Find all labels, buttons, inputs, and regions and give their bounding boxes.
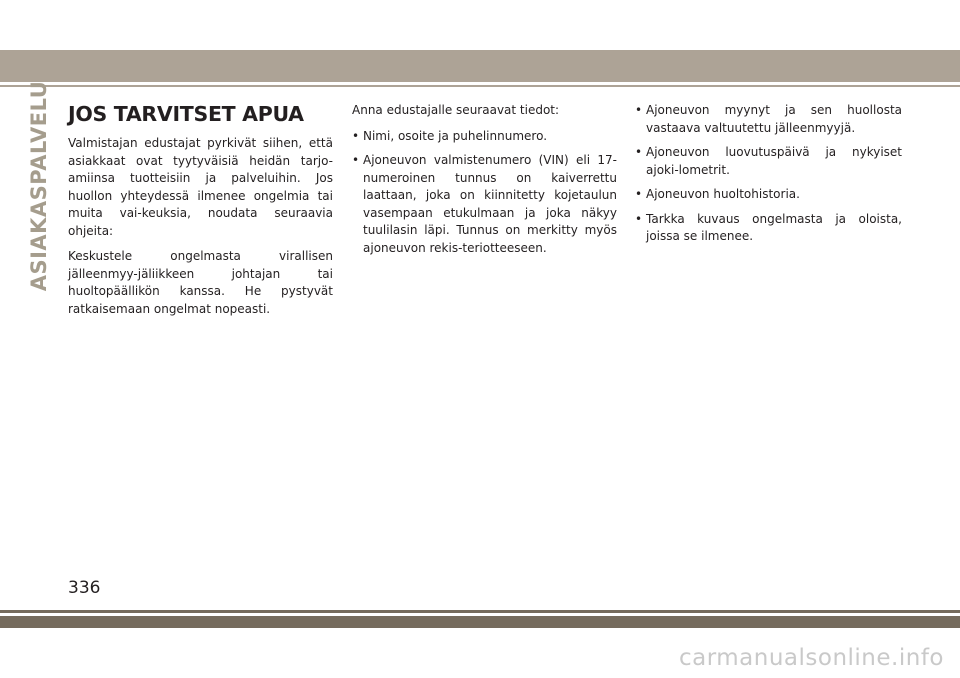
- list-item-text: Ajoneuvon valmistenumero (VIN) eli 17-numeroinen tunnus on kaiverrettu laattaan, joka on kiinnitetty kojetaulun vasempaan etukulmaan ja joka näkyy tuulilasin läpi. Tunnus on merkitty myös ajoneuvon rekis-teriotteeseen.: [363, 153, 617, 255]
- list-item-text: Ajoneuvon huoltohistoria.: [646, 187, 800, 201]
- list-item: [635, 186, 902, 204]
- bullet-icon: •: [352, 153, 360, 167]
- list-item: [352, 152, 617, 257]
- section-side-tab: [24, 80, 54, 292]
- bullet-icon: •: [635, 187, 643, 201]
- list-item: [635, 211, 902, 246]
- column-2: [352, 102, 617, 264]
- list-item-text: Ajoneuvon luovutuspäivä ja nykyiset ajoki-lometrit.: [646, 145, 902, 177]
- bullet-icon: •: [635, 211, 643, 226]
- bullet-icon: •: [635, 103, 643, 117]
- list-item-text: Tarkka kuvaus ongelmasta ja oloista, joissa se ilmenee.: [646, 211, 902, 243]
- list-item: [635, 102, 902, 137]
- list-item-text: Ajoneuvon myynyt ja sen huollosta vastaava valtuutettu jälleenmyyjä.: [646, 103, 902, 135]
- paragraph-dealer: Keskustele ongelmasta virallisen jälleenmyy-jäliikkeen johtajan tai huoltopäällikön kanssa. He pystyvät ratkaisemaan ongelmat nopeasti.: [68, 249, 333, 316]
- page-number: 336: [68, 578, 101, 598]
- info-intro: Anna edustajalle seuraavat tiedot:: [352, 103, 560, 117]
- column-1: [68, 135, 333, 326]
- section-heading: JOS TARVITSET APUA: [68, 102, 304, 126]
- watermark-text: carmanualsonline.info: [678, 645, 944, 671]
- list-item: [635, 144, 902, 179]
- info-list-1: [352, 128, 617, 258]
- info-list-2: [635, 102, 902, 246]
- top-header-rule: [0, 85, 960, 87]
- side-tab-label: ASIAKASPALVELU: [27, 80, 51, 292]
- column-3: [635, 102, 902, 253]
- bottom-band: [0, 616, 960, 628]
- top-header-band: [0, 50, 960, 82]
- bottom-rule: [0, 610, 960, 613]
- list-item: [352, 128, 617, 146]
- paragraph-intro: Valmistajan edustajat pyrkivät siihen, että asiakkaat ovat tyytyväisiä heidän tarjo-amiinsa tuotteisiin ja palveluihin. Jos huollon yhteydessä ilmenee ongelmia tai muita vai-keuksia, noudata seuraavia ohjeita:: [68, 136, 333, 238]
- list-item-text: Nimi, osoite ja puhelinnumero.: [363, 128, 548, 143]
- bullet-icon: •: [635, 145, 643, 159]
- bullet-icon: •: [352, 128, 360, 143]
